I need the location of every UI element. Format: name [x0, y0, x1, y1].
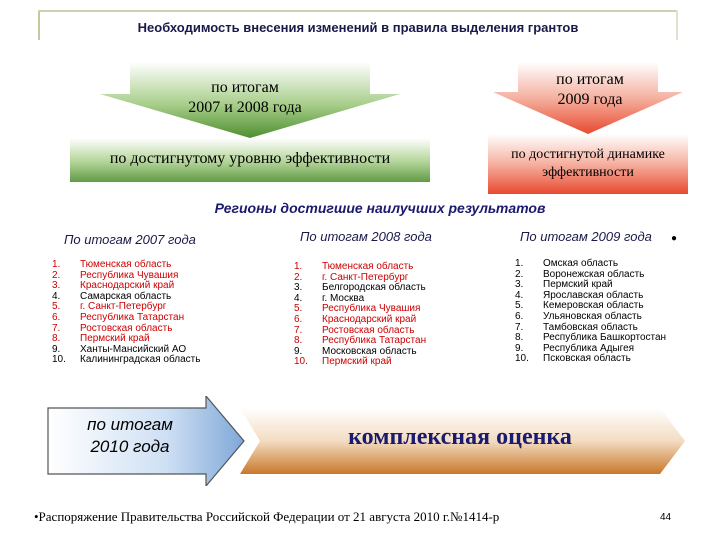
list-item-number: 2. [52, 269, 61, 281]
list-item-number: 3. [515, 279, 524, 291]
list-item-text: Ростовская область [322, 324, 415, 336]
list-item-text: г. Москва [322, 292, 365, 304]
list-item-number: 7. [515, 321, 524, 333]
list-item-text: Республика Татарстан [80, 311, 185, 323]
list-item-number: 9. [515, 342, 524, 354]
list-item-text: Пермский край [80, 333, 150, 345]
list-item-text: Тамбовская область [543, 321, 638, 333]
list-item-text: Белгородская область [322, 282, 426, 294]
list-item-number: 3. [52, 280, 61, 292]
list-item-number: 1. [52, 259, 61, 270]
regions-list-2009 [515, 259, 666, 365]
list-item-text: Краснодарский край [322, 313, 417, 325]
list-item-number: 8. [52, 333, 61, 345]
list-item-text: Ярославская область [543, 289, 644, 301]
page-number: 44 [660, 512, 672, 523]
list-item-number: 8. [515, 332, 524, 344]
list-item-text: Тюменская область [80, 259, 172, 270]
list-item-number: 7. [52, 322, 61, 334]
list-item-text: Республика Чувашия [80, 269, 179, 281]
list-item-number: 6. [52, 311, 61, 323]
list-item-number: 2. [515, 268, 524, 280]
title-frame-right [676, 10, 678, 40]
list-item-text: Пермский край [543, 279, 613, 291]
column-header-2008: По итогам 2008 года [300, 229, 432, 244]
list-item [515, 312, 666, 323]
list-item [515, 259, 666, 270]
blue-arrow-label [60, 414, 200, 458]
list-item-number: 6. [515, 310, 524, 322]
list-item-number: 10. [52, 354, 66, 366]
list-item-text: Ханты-Мансийский АО [80, 343, 187, 355]
red-arrow-line2: 2009 года [557, 91, 623, 108]
blue-arrow-line1: по итогам [87, 415, 173, 434]
regions-heading: Регионы достигшие наилучших результатов [214, 200, 546, 216]
list-item-number: 10. [294, 356, 308, 368]
red-bar-label [488, 146, 688, 182]
list-item-text: Республика Чувашия [322, 303, 421, 315]
list-item-text: Калининградская область [80, 354, 201, 366]
list-item-number: 5. [294, 303, 303, 315]
footnote: •Распоряжение Правительства Российской Федерации от 21 августа 2010 г.№1414-р [34, 509, 500, 524]
list-item-number: 6. [294, 313, 303, 325]
list-item [294, 357, 426, 368]
list-item [52, 313, 200, 324]
green-arrow-line1: по итогам [211, 79, 279, 96]
list-item-text: г. Санкт-Петербург [322, 271, 409, 283]
list-item-number: 4. [52, 290, 61, 302]
green-bar-label: по достигнутому уровню эффективности [109, 150, 391, 167]
list-item-text: Пермский край [322, 356, 392, 368]
column-header-2009: По итогам 2009 года [520, 229, 652, 244]
list-item-text: Московская область [322, 345, 417, 357]
list-item [52, 260, 200, 271]
list-item-text: Воронежская область [543, 268, 645, 280]
list-item [52, 355, 200, 366]
list-item [294, 262, 426, 273]
title-frame-top [38, 10, 678, 12]
list-item-text: г. Санкт-Петербург [80, 301, 167, 313]
list-item-text: Псковская область [543, 353, 631, 365]
column-header-2007: По итогам 2007 года [64, 232, 196, 247]
blue-arrow-line2: 2010 года [90, 437, 170, 456]
assessment-label: комплексная оценка [348, 424, 572, 450]
list-item-text: Ульяновская область [543, 310, 642, 322]
red-arrow-label [510, 70, 670, 110]
list-item-text: Кемеровская область [543, 300, 644, 312]
list-item [515, 354, 666, 365]
list-item-number: 4. [515, 289, 524, 301]
list-item-number: 5. [515, 300, 524, 312]
green-arrow-label [150, 78, 340, 118]
list-item-number: 8. [294, 335, 303, 347]
red-bar-line1: по достигнутой динамике [511, 147, 665, 162]
list-item-number: 1. [294, 261, 303, 272]
list-item-text: Омская область [543, 258, 619, 269]
list-item-number: 1. [515, 258, 524, 269]
list-item-number: 7. [294, 324, 303, 336]
list-item-text: Самарская область [80, 290, 172, 302]
list-item-text: Республика Адыгея [543, 342, 635, 354]
list-item-text: Ростовская область [80, 322, 173, 334]
list-item-number: 4. [294, 292, 303, 304]
green-arrow-line2: 2007 и 2008 года [188, 99, 302, 116]
regions-list-2007 [52, 260, 200, 366]
page-title: Необходимость внесения изменений в правила выделения грантов [137, 20, 579, 35]
list-item-number: 9. [52, 343, 61, 355]
regions-list-2008 [294, 262, 426, 368]
red-arrow-line1: по итогам [556, 71, 624, 88]
list-item-text: Краснодарский край [80, 280, 175, 292]
list-item-number: 2. [294, 271, 303, 283]
list-item-number: 9. [294, 345, 303, 357]
list-item-text: Республика Татарстан [322, 335, 427, 347]
list-item [294, 315, 426, 326]
list-item-text: Тюменская область [322, 261, 414, 272]
list-item-number: 3. [294, 282, 303, 294]
bullet-icon: ● [671, 233, 678, 244]
red-bar-line2: эффективности [542, 165, 634, 180]
list-item-text: Республика Башкортостан [543, 332, 667, 344]
list-item-number: 5. [52, 301, 61, 313]
list-item-number: 10. [515, 353, 529, 365]
